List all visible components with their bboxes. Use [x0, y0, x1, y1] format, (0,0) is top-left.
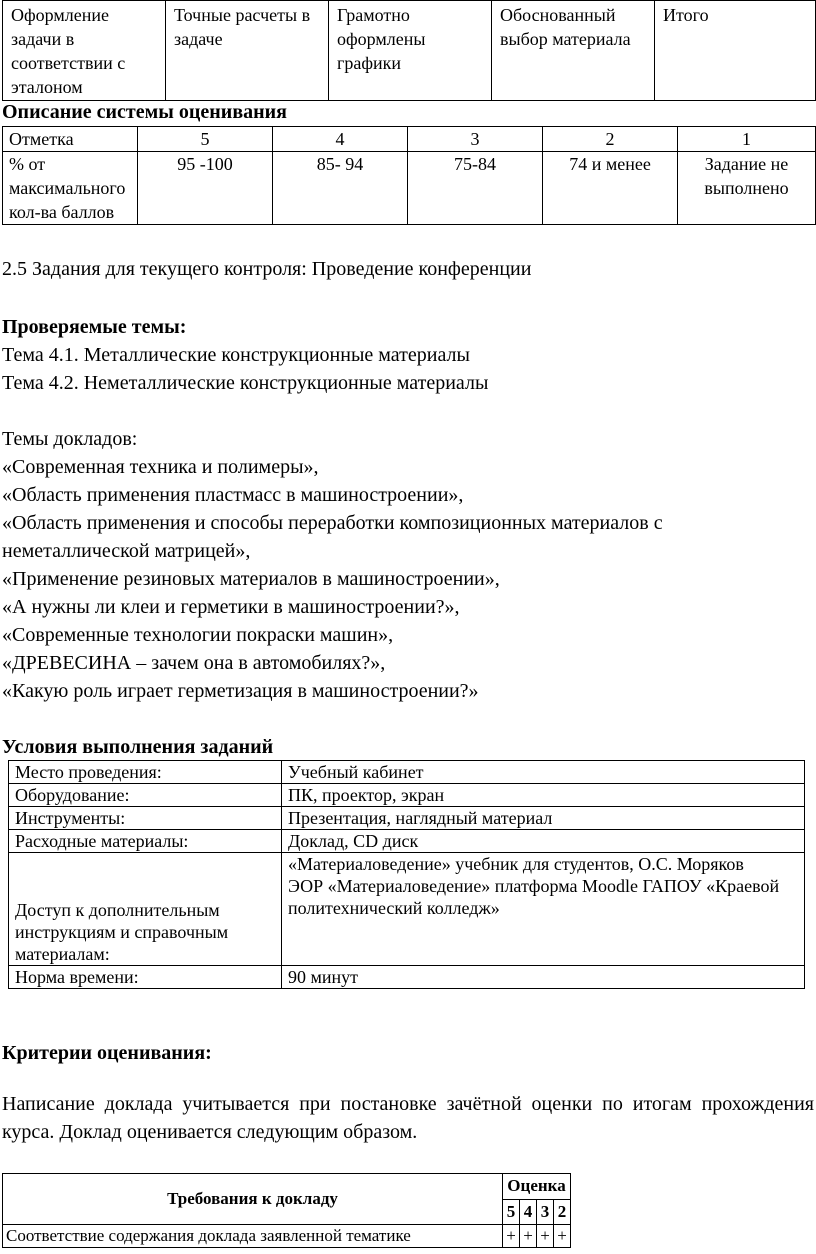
- table-row: [3, 1174, 571, 1200]
- section-title: 2.5 Задания для текущего контроля: Проведение конференции: [2, 258, 532, 280]
- report-topic: «Какую роль играет герметизация в машиностроении?»: [2, 680, 479, 702]
- table-row: [9, 807, 805, 830]
- table-cell: 75-84: [408, 152, 543, 225]
- table-cell: 1: [678, 127, 816, 152]
- condition-key: Место проведения:: [9, 761, 282, 784]
- grade-cell: 2: [554, 1199, 571, 1225]
- table-cell: 3: [408, 127, 543, 152]
- condition-key: Норма времени:: [9, 966, 282, 989]
- resource-line: ЭОР «Материаловедение» платформа Moodle ГАПОУ «Краевой политехнический колледж»: [288, 876, 780, 918]
- criteria-text: Написание доклада учитывается при постановке зачётной оценки по итогам прохождения курса. Доклад оценивается следующим образом.: [2, 1093, 814, 1143]
- table-cell: % от максимального кол-ва баллов: [3, 152, 138, 225]
- reports-heading: Темы докладов:: [2, 428, 138, 450]
- table-cell: Оформление задачи в соответствии с эталоном: [3, 1, 166, 101]
- condition-value: ПК, проектор, экран: [282, 784, 805, 807]
- table-cell: 2: [543, 127, 678, 152]
- grade-cell: 4: [520, 1199, 537, 1225]
- report-topic: «Современные технологии покраски машин»,: [2, 624, 394, 646]
- table-cell: Отметка: [3, 127, 138, 152]
- grade-cell: 5: [503, 1199, 520, 1225]
- topic-item: Тема 4.2. Неметаллические конструкционные материалы: [2, 372, 489, 394]
- table-row: [9, 966, 805, 989]
- table-row: [9, 853, 805, 966]
- conditions-heading: Условия выполнения заданий: [2, 736, 274, 758]
- table-cell: Грамотно оформлены графики: [329, 1, 492, 101]
- table-row: [3, 1225, 571, 1248]
- table-cell: Задание не выполнено: [678, 152, 816, 225]
- table-row: [9, 830, 805, 853]
- report-topic: «А нужны ли клеи и герметики в машиностроении?»,: [2, 596, 460, 618]
- report-topic: «Современная техника и полимеры»,: [2, 456, 319, 478]
- report-topic: «ДРЕВЕСИНА – зачем она в автомобилях?»,: [2, 652, 386, 674]
- resource-line: «Материаловедение» учебник для студентов, О.С. Моряков: [288, 854, 744, 874]
- mark-cell: +: [537, 1225, 554, 1248]
- table-cell: Итого: [655, 1, 816, 101]
- condition-value: Доклад, CD диск: [282, 830, 805, 853]
- table-cell: 85- 94: [273, 152, 408, 225]
- condition-key: Оборудование:: [9, 784, 282, 807]
- grade-cell: 3: [537, 1199, 554, 1225]
- report-topic: «Область применения и способы переработки композиционных материалов с неметаллической матрицей»,: [2, 512, 663, 562]
- grading-scale-table: [2, 126, 816, 225]
- condition-key: Инструменты:: [9, 807, 282, 830]
- conditions-table: [8, 760, 805, 989]
- mark-cell: +: [554, 1225, 571, 1248]
- table-row: [9, 784, 805, 807]
- requirement-text: Соответствие содержания доклада заявленной тематике: [3, 1225, 503, 1248]
- table-row: [3, 152, 816, 225]
- condition-value: 90 минут: [282, 966, 805, 989]
- requirements-header: Требования к докладу: [3, 1174, 503, 1225]
- grade-header: Оценка: [503, 1174, 571, 1200]
- table-cell: Обоснованный выбор материала: [492, 1, 655, 101]
- report-topic: «Область применения пластмасс в машиностроении»,: [2, 484, 464, 506]
- condition-key: Доступ к дополнительным инструкциям и справочным материалам:: [9, 853, 282, 966]
- table-cell: 74 и менее: [543, 152, 678, 225]
- table-row: [3, 1, 816, 101]
- criteria-header-table: [2, 0, 816, 101]
- table-row: [3, 127, 816, 152]
- mark-cell: +: [520, 1225, 537, 1248]
- mark-cell: +: [503, 1225, 520, 1248]
- condition-value: Учебный кабинет: [282, 761, 805, 784]
- table-row: [9, 761, 805, 784]
- condition-key: Расходные материалы:: [9, 830, 282, 853]
- table-cell: 4: [273, 127, 408, 152]
- grading-heading: Описание системы оценивания: [2, 101, 287, 123]
- table-cell: Точные расчеты в задаче: [166, 1, 329, 101]
- topic-item: Тема 4.1. Металлические конструкционные материалы: [2, 344, 470, 366]
- requirements-table: [2, 1173, 571, 1248]
- condition-value: [282, 853, 805, 966]
- criteria-heading: Критерии оценивания:: [2, 1042, 212, 1064]
- condition-value: Презентация, наглядный материал: [282, 807, 805, 830]
- table-cell: 95 -100: [138, 152, 273, 225]
- table-cell: 5: [138, 127, 273, 152]
- report-topic: «Применение резиновых материалов в машиностроении»,: [2, 568, 500, 590]
- topics-heading: Проверяемые темы:: [2, 316, 187, 338]
